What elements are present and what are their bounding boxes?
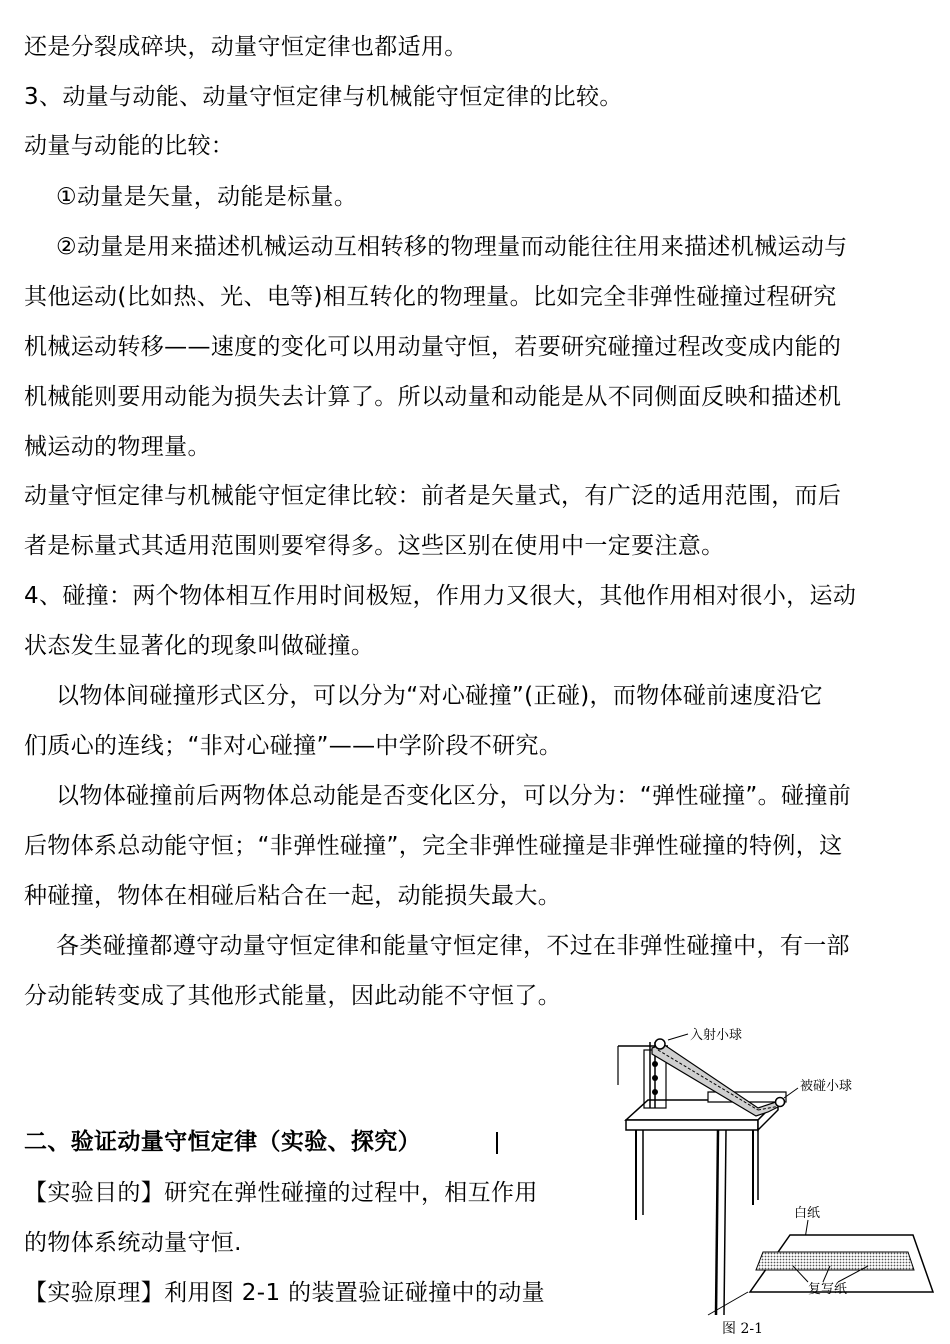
label-target-ball: 被碰小球 <box>800 1079 853 1094</box>
conservation-summary-line-1: 各类碰撞都遵守动量守恒定律和能量守恒定律，不过在非弹性碰撞中，有一部 <box>56 933 850 959</box>
figure-2-1-apparatus <box>608 1030 938 1344</box>
conservation-summary-line-2: 分动能转变成了其他形式能量，因此动能不守恒了。 <box>24 983 562 1009</box>
law-comparison-line-2: 者是标量式其适用范围则要窄得多。这些区别在使用中一定要注意。 <box>24 533 725 559</box>
central-collision-line-1: 以物体间碰撞形式区分，可以分为“对心碰撞”(正碰)，而物体碰前速度沿它 <box>56 683 824 709</box>
label-carbon-paper: 复写纸 <box>808 1282 848 1297</box>
law-comparison-line-1: 动量守恒定律与机械能守恒定律比较：前者是矢量式，有广泛的适用范围，而后 <box>24 483 842 509</box>
point-2-line-5: 械运动的物理量。 <box>24 434 211 460</box>
subheading-momentum-vs-kinetic-energy: 动量与动能的比较： <box>24 133 235 159</box>
target-ball <box>776 1098 785 1107</box>
section-3-heading: 3、动量与动能、动量守恒定律与机械能守恒定律的比较。 <box>24 84 623 110</box>
table-edge <box>626 1120 758 1130</box>
point-2-line-4: 机械能则要用动能为损失去计算了。所以动量和动能是从不同侧面反映和描述机 <box>24 384 842 410</box>
elastic-collision-line-2: 后物体系总动能守恒；“非弹性碰撞”，完全非弹性碰撞是非弹性碰撞的特例，这 <box>24 833 843 859</box>
experiment-purpose-line-1: 【实验目的】研究在弹性碰撞的过程中，相互作用 <box>24 1180 538 1206</box>
table-leg-front <box>716 1130 718 1315</box>
figure-caption: 图 2-1 <box>722 1321 763 1337</box>
point-1-vector-scalar: ①动量是矢量，动能是标量。 <box>56 184 358 210</box>
elastic-collision-line-1: 以物体碰撞前后两物体总动能是否变化区分，可以分为：“弹性碰撞”。碰撞前 <box>56 783 852 809</box>
experiment-purpose-line-2: 的物体系统动量守恒. <box>24 1230 242 1256</box>
point-2-line-3: 机械运动转移——速度的变化可以用动量守恒，若要研究碰撞过程改变成内能的 <box>24 334 842 360</box>
label-incident-ball: 入射小球 <box>690 1028 743 1043</box>
apparatus-drawing <box>608 1030 938 1320</box>
section-4-collision-line-1: 4、碰撞：两个物体相互作用时间极短，作用力又很大，其他作用相对很小，运动 <box>24 583 857 609</box>
experiment-principle-line-1: 【实验原理】利用图 2-1 的装置验证碰撞中的动量 <box>24 1280 545 1306</box>
point-2-line-1: ②动量是用来描述机械运动互相转移的物理量而动能往往用来描述机械运动与 <box>56 234 848 260</box>
text-cursor <box>496 1132 498 1154</box>
incident-ball <box>655 1039 665 1049</box>
elastic-collision-line-3: 种碰撞，物体在相碰后粘合在一起，动能损失最大。 <box>24 883 562 909</box>
section-4-collision-line-2: 状态发生显著化的现象叫做碰撞。 <box>24 633 375 659</box>
carbon-paper <box>756 1252 914 1270</box>
label-white-paper: 白纸 <box>794 1206 821 1221</box>
paragraph-line-1: 还是分裂成碎块，动量守恒定律也都适用。 <box>24 34 468 60</box>
central-collision-line-2: 们质心的连线；“非对心碰撞”——中学阶段不研究。 <box>24 733 563 759</box>
point-2-line-2: 其他运动(比如热、光、电等)相互转化的物理量。比如完全非弹性碰撞过程研究 <box>24 284 837 310</box>
section-2-heading: 二、验证动量守恒定律（实验、探究） <box>24 1129 421 1155</box>
